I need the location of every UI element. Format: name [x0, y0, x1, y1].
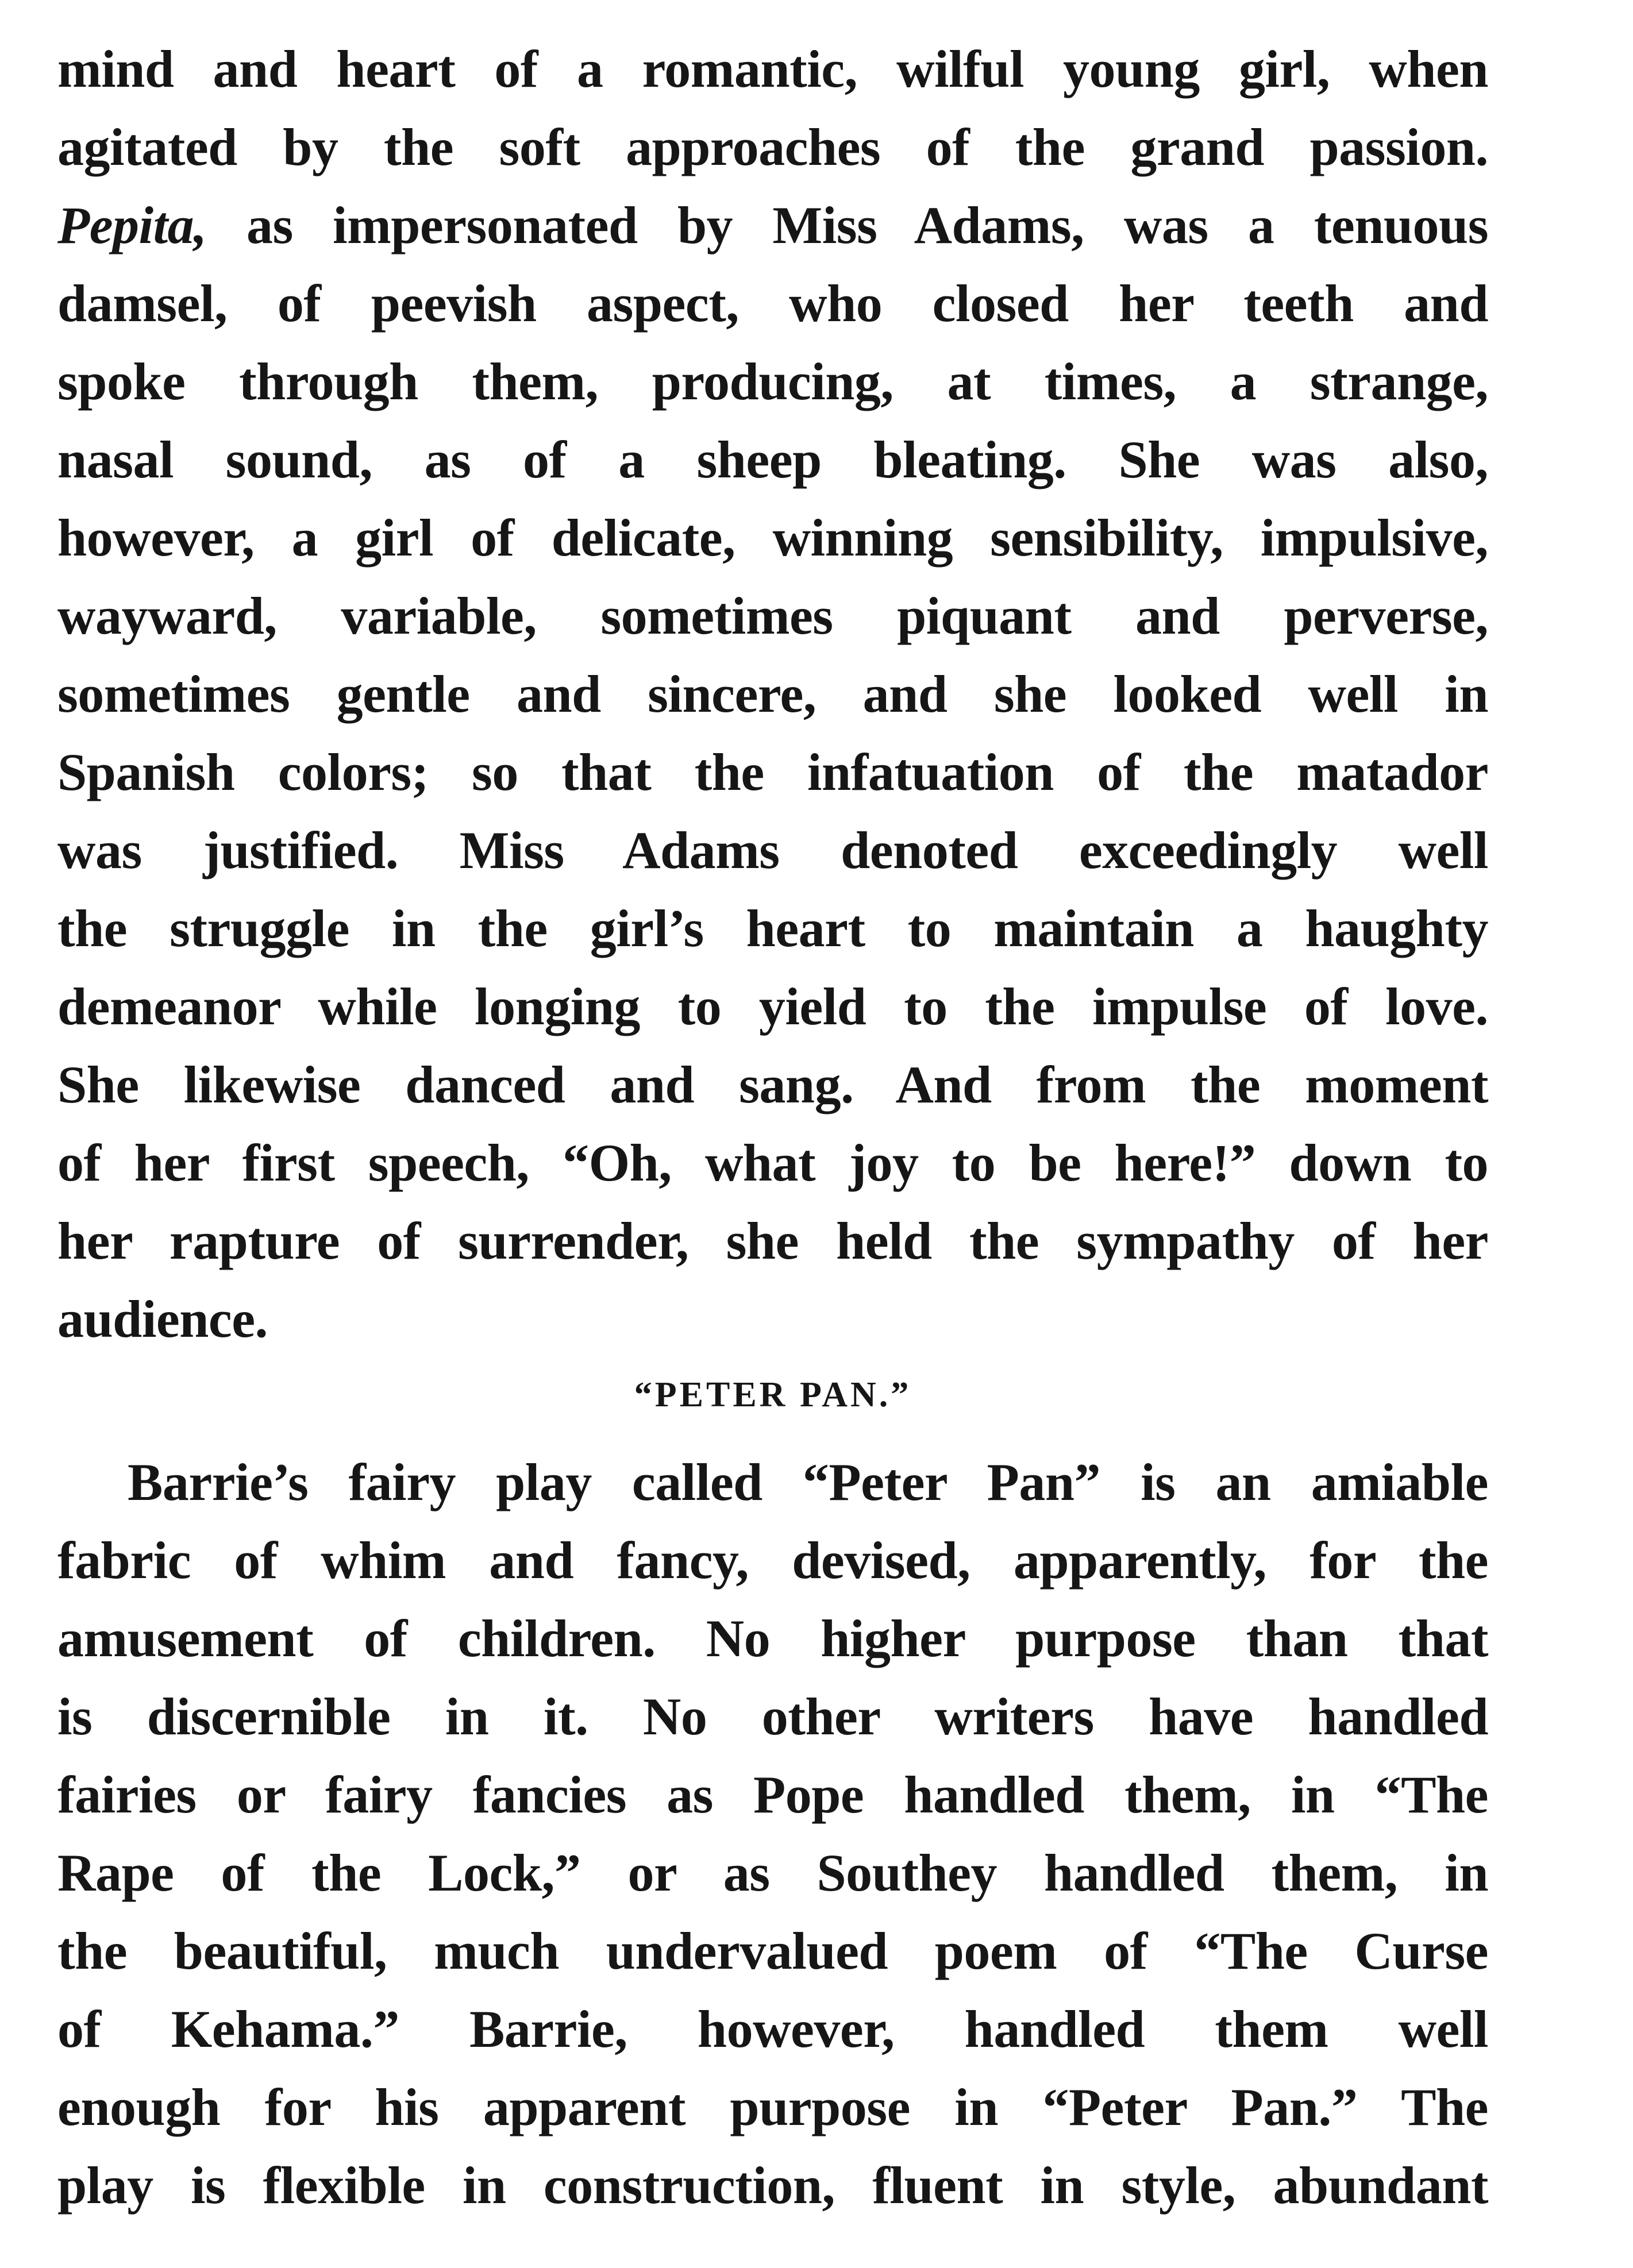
section-heading-peter-pan: “PETER PAN.” [634, 1375, 912, 1414]
text-line: was justified. Miss Adams denoted exceedingly well [57, 821, 1488, 880]
text-line: She likewise danced and sang. And from the moment [57, 1055, 1488, 1114]
paragraph-pepita-review [57, 30, 1488, 1358]
text-line: fairies or fairy fancies as Pope handled them, in “The [57, 1765, 1488, 1824]
text-line-rest: as impersonated by Miss Adams, was a tenuous [246, 196, 1488, 254]
text-line: wayward, variable, sometimes piquant and perverse, [57, 587, 1488, 645]
text-line: Rape of the Lock,” or as Southey handled them, in [57, 1843, 1488, 1902]
text-line: spoke through them, producing, at times, a strange, [57, 352, 1488, 411]
text-line: however, a girl of delicate, winning sensibility, impulsive, [57, 508, 1488, 567]
text-line: nasal sound, as of a sheep bleating. She was also, [57, 430, 1488, 489]
paragraph-peter-pan-review [57, 1443, 1488, 2224]
text-line: audience. [57, 1290, 268, 1348]
text-line: enough for his apparent purpose in “Peter Pan.” The [57, 2078, 1488, 2136]
text-line: of her first speech, “Oh, what joy to be here!” down to [57, 1133, 1488, 1192]
text-line: is discernible in it. No other writers have handled [57, 1687, 1488, 1746]
italic-character-name: Pepita, [57, 196, 207, 254]
text-line: the struggle in the girl’s heart to maintain a haughty [57, 899, 1488, 958]
text-line: the beautiful, much undervalued poem of “The Curse [57, 1922, 1488, 1980]
text-line: her rapture of surrender, she held the sympathy of her [57, 1212, 1488, 1270]
text-line: fabric of whim and fancy, devised, apparently, for the [57, 1531, 1488, 1590]
text-line: sometimes gentle and sincere, and she looked well in [57, 665, 1488, 723]
text-line: agitated by the soft approaches of the grand passion. [57, 118, 1488, 176]
text-line: Barrie’s fairy play called “Peter Pan” is an amiable [128, 1453, 1488, 1511]
text-line-with-italic [57, 186, 1488, 264]
text-line: Spanish colors; so that the infatuation of the matador [57, 743, 1488, 801]
text-line: demeanor while longing to yield to the impulse of love. [57, 977, 1488, 1036]
text-line: mind and heart of a romantic, wilful young girl, when [57, 40, 1488, 98]
text-line: play is flexible in construction, fluent in style, abundant [57, 2156, 1488, 2215]
text-line: damsel, of peevish aspect, who closed her teeth and [57, 274, 1488, 333]
text-line: amusement of children. No higher purpose than that [57, 1609, 1488, 1668]
text-line: of Kehama.” Barrie, however, handled them well [57, 2000, 1488, 2058]
